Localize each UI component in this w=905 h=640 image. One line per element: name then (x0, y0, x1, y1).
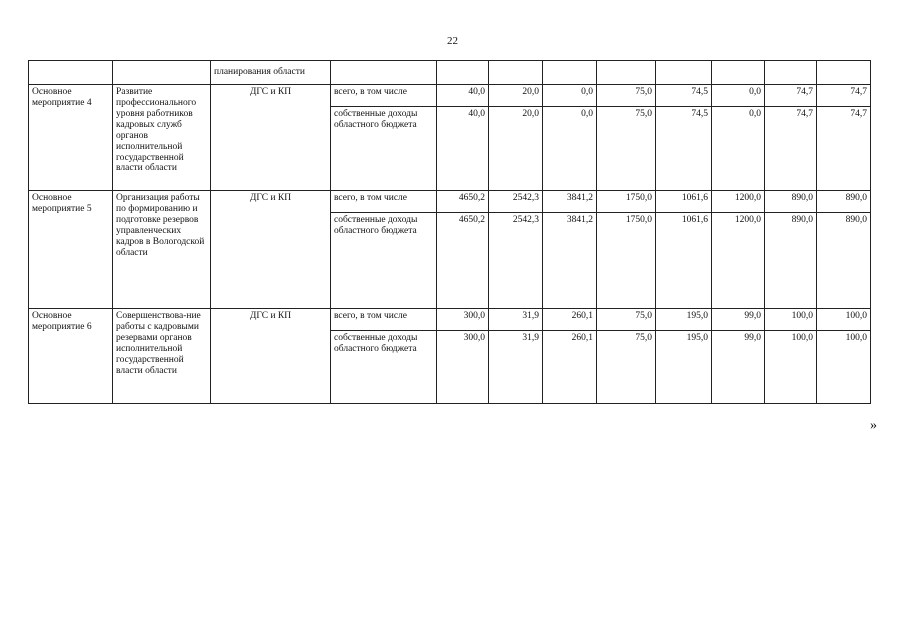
value-cell: 31,9 (489, 309, 543, 331)
page-number: 22 (447, 35, 458, 47)
activity-code: Основное мероприятие 6 (29, 309, 113, 404)
value-cell: 890,0 (817, 213, 871, 309)
value-cell: 100,0 (765, 309, 817, 331)
value-cell: 75,0 (597, 309, 656, 331)
value-cell: 0,0 (543, 107, 597, 191)
value-cell: 74,5 (656, 85, 712, 107)
activity-code: Основное мероприятие 4 (29, 85, 113, 191)
value-cell: 890,0 (817, 191, 871, 213)
closing-quote: » (870, 418, 877, 433)
funding-source: всего, в том числе (331, 191, 437, 213)
value-cell: 260,1 (543, 331, 597, 404)
value-cell: 0,0 (712, 85, 765, 107)
table-row (29, 85, 871, 107)
value-cell: 40,0 (437, 107, 489, 191)
value-cell: 0,0 (712, 107, 765, 191)
activity-executor: ДГС и КП (211, 191, 331, 309)
cell-header-col3: планирования области (211, 61, 331, 85)
value-cell: 99,0 (712, 309, 765, 331)
funding-source: собственные доходы областного бюджета (331, 107, 437, 191)
value-cell: 75,0 (597, 107, 656, 191)
value-cell: 1200,0 (712, 191, 765, 213)
value-cell: 74,7 (765, 107, 817, 191)
activity-name: Развитие профессионального уровня работников кадровых служб органов исполнительной государственной власти области (113, 85, 211, 191)
value-cell: 20,0 (489, 85, 543, 107)
value-cell: 75,0 (597, 331, 656, 404)
value-cell: 260,1 (543, 309, 597, 331)
value-cell: 74,5 (656, 107, 712, 191)
funding-source: собственные доходы областного бюджета (331, 213, 437, 309)
value-cell: 890,0 (765, 191, 817, 213)
value-cell: 300,0 (437, 331, 489, 404)
value-cell: 1750,0 (597, 191, 656, 213)
value-cell: 100,0 (817, 309, 871, 331)
table-row (29, 191, 871, 213)
value-cell: 40,0 (437, 85, 489, 107)
value-cell: 1061,6 (656, 213, 712, 309)
value-cell: 3841,2 (543, 191, 597, 213)
value-cell: 31,9 (489, 331, 543, 404)
value-cell: 75,0 (597, 85, 656, 107)
value-cell: 1061,6 (656, 191, 712, 213)
value-cell: 195,0 (656, 309, 712, 331)
value-cell: 2542,3 (489, 191, 543, 213)
activity-name: Совершенствова-ние работы с кадровыми резервами органов исполнительной государственной власти области (113, 309, 211, 404)
funding-source: всего, в том числе (331, 85, 437, 107)
value-cell: 20,0 (489, 107, 543, 191)
value-cell: 0,0 (543, 85, 597, 107)
value-cell: 300,0 (437, 309, 489, 331)
funding-source: всего, в том числе (331, 309, 437, 331)
value-cell: 99,0 (712, 331, 765, 404)
table-row (29, 309, 871, 331)
activity-executor: ДГС и КП (211, 85, 331, 191)
table-row (29, 61, 871, 85)
activity-code: Основное мероприятие 5 (29, 191, 113, 309)
value-cell: 74,7 (765, 85, 817, 107)
value-cell: 3841,2 (543, 213, 597, 309)
value-cell: 1750,0 (597, 213, 656, 309)
value-cell: 4650,2 (437, 213, 489, 309)
activity-name: Организация работы по формированию и подготовке резервов управленческих кадров в Вологодской области (113, 191, 211, 309)
value-cell: 74,7 (817, 107, 871, 191)
activity-executor: ДГС и КП (211, 309, 331, 404)
budget-table (28, 60, 871, 404)
value-cell: 4650,2 (437, 191, 489, 213)
value-cell: 100,0 (817, 331, 871, 404)
value-cell: 195,0 (656, 331, 712, 404)
value-cell: 890,0 (765, 213, 817, 309)
value-cell: 100,0 (765, 331, 817, 404)
value-cell: 1200,0 (712, 213, 765, 309)
value-cell: 2542,3 (489, 213, 543, 309)
value-cell: 74,7 (817, 85, 871, 107)
funding-source: собственные доходы областного бюджета (331, 331, 437, 404)
